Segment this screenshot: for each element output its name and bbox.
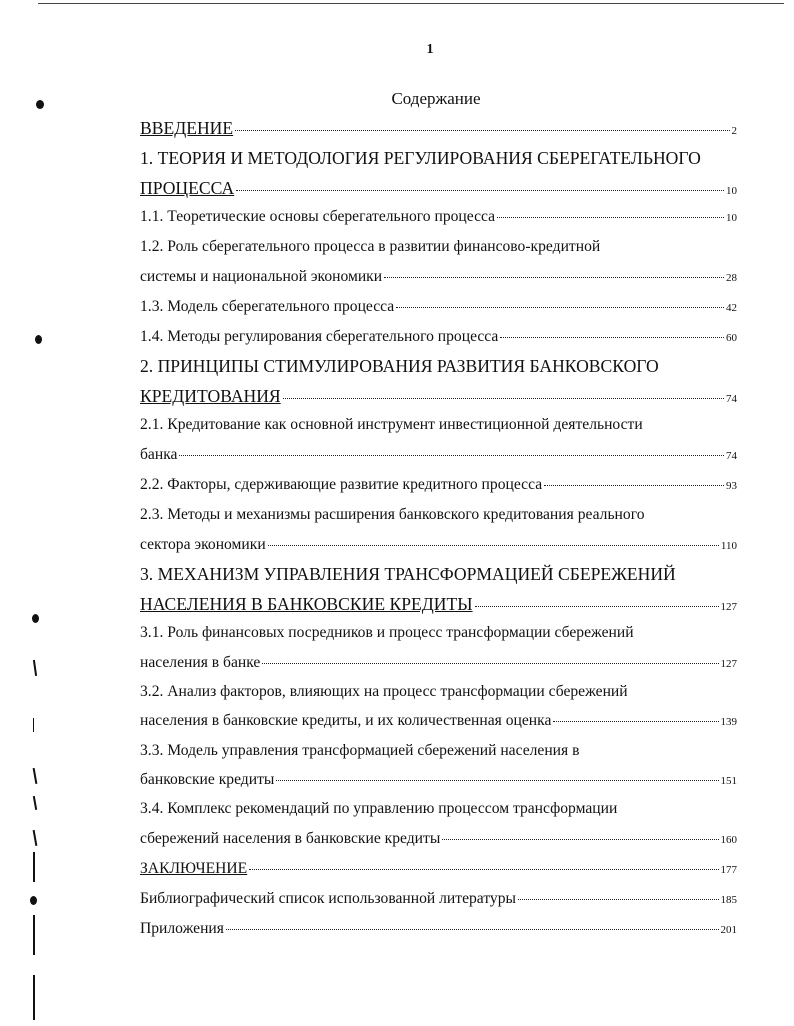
scan-edge-mark bbox=[33, 768, 37, 784]
toc-section-2-3[interactable] bbox=[140, 536, 737, 554]
toc-section-3-3-line1[interactable]: 3.3. Модель управления трансформацией сбережений населения в bbox=[140, 742, 580, 759]
toc-page-number: 177 bbox=[720, 864, 737, 876]
toc-section-1-1[interactable] bbox=[140, 208, 737, 226]
toc-leader-dots bbox=[544, 484, 724, 486]
scan-edge-mark bbox=[33, 975, 35, 1020]
toc-entry-title: 1.4. Методы регулирования сберегательного процесса bbox=[140, 328, 499, 345]
toc-leader-dots bbox=[262, 662, 718, 664]
toc-leader-dots bbox=[384, 276, 724, 278]
toc-leader-dots bbox=[179, 454, 724, 456]
toc-entry-title: системы и национальной экономики bbox=[140, 268, 383, 285]
toc-section-1-2-line1[interactable]: 1.2. Роль сберегательного процесса в развитии финансово-кредитной bbox=[140, 238, 601, 255]
scan-edge-mark bbox=[33, 796, 37, 810]
toc-entry-title: КРЕДИТОВАНИЯ bbox=[140, 386, 281, 406]
toc-leader-dots bbox=[475, 605, 719, 607]
scan-edge-mark bbox=[33, 915, 35, 955]
page-title: Содержание bbox=[391, 89, 481, 108]
toc-leader-dots bbox=[236, 189, 724, 191]
toc-entry-title: банковские кредиты bbox=[140, 771, 275, 788]
toc-leader-dots bbox=[500, 336, 724, 338]
toc-section-3-1-line1[interactable]: 3.1. Роль финансовых посредников и процесс трансформации сбережений bbox=[140, 624, 634, 641]
toc-leader-dots bbox=[497, 216, 724, 218]
toc-chapter-3[interactable] bbox=[140, 594, 737, 615]
scan-hole-mark bbox=[36, 100, 44, 109]
toc-page-number: 127 bbox=[720, 658, 737, 670]
toc-page-number: 10 bbox=[726, 212, 737, 224]
toc-chapter-2-line1[interactable]: 2. ПРИНЦИПЫ СТИМУЛИРОВАНИЯ РАЗВИТИЯ БАНКОВСКОГО bbox=[140, 356, 659, 376]
toc-entry-title: сбережений населения в банковские кредиты bbox=[140, 830, 441, 847]
scan-edge-mark bbox=[33, 718, 34, 732]
toc-page-number: 185 bbox=[720, 894, 737, 906]
scan-top-border bbox=[38, 3, 784, 4]
toc-entry-title: 2.2. Факторы, сдерживающие развитие кредитного процесса bbox=[140, 476, 543, 493]
scan-hole-mark bbox=[32, 614, 39, 623]
toc-entry-title: ПРОЦЕССА bbox=[140, 178, 235, 198]
toc-leader-dots bbox=[553, 720, 718, 722]
toc-entry-title: ВВЕДЕНИЕ bbox=[140, 118, 234, 138]
toc-page-number: 93 bbox=[726, 480, 737, 492]
toc-page-number: 2 bbox=[731, 125, 737, 137]
toc-page-number: 201 bbox=[720, 924, 737, 936]
toc-entry-title: Приложения bbox=[140, 920, 224, 937]
toc-chapter-1[interactable] bbox=[140, 178, 737, 199]
toc-chapter-2[interactable] bbox=[140, 386, 737, 407]
toc-page-number: 74 bbox=[726, 450, 737, 462]
toc-section-3-3[interactable] bbox=[140, 771, 737, 789]
toc-section-3-4[interactable] bbox=[140, 830, 737, 848]
toc-section-3-2-line1[interactable]: 3.2. Анализ факторов, влияющих на процесс трансформации сбережений bbox=[140, 683, 628, 700]
toc-entry-title: ЗАКЛЮЧЕНИЕ bbox=[140, 860, 248, 877]
toc-page-number: 110 bbox=[720, 540, 737, 552]
toc-page-number: 74 bbox=[726, 393, 737, 405]
toc-section-2-2[interactable] bbox=[140, 476, 737, 494]
toc-section-1-2[interactable] bbox=[140, 268, 737, 286]
scan-hole-mark bbox=[35, 335, 42, 344]
toc-entry-title: населения в банке bbox=[140, 654, 261, 671]
toc-leader-dots bbox=[249, 868, 718, 870]
toc-entry-title: 1.1. Теоретические основы сберегательного процесса bbox=[140, 208, 496, 225]
toc-entry-title: НАСЕЛЕНИЯ В БАНКОВСКИЕ КРЕДИТЫ bbox=[140, 594, 473, 614]
toc-leader-dots bbox=[518, 898, 718, 900]
toc-leader-dots bbox=[283, 397, 724, 399]
toc-page-number: 139 bbox=[720, 716, 737, 728]
toc-section-1-3[interactable] bbox=[140, 298, 737, 316]
toc-entry-intro[interactable] bbox=[140, 118, 737, 139]
toc-conclusion[interactable] bbox=[140, 860, 737, 878]
toc-chapter-3-line1[interactable]: 3. МЕХАНИЗМ УПРАВЛЕНИЯ ТРАНСФОРМАЦИЕЙ СБЕРЕЖЕНИЙ bbox=[140, 564, 676, 584]
toc-bibliography[interactable] bbox=[140, 890, 737, 908]
toc-leader-dots bbox=[226, 928, 719, 930]
toc-section-3-4-line1[interactable]: 3.4. Комплекс рекомендаций по управлению процессом трансформации bbox=[140, 800, 618, 817]
toc-page-number: 10 bbox=[726, 185, 737, 197]
toc-chapter-1-line1[interactable]: 1. ТЕОРИЯ И МЕТОДОЛОГИЯ РЕГУЛИРОВАНИЯ СБЕРЕГАТЕЛЬНОГО bbox=[140, 148, 701, 168]
scan-edge-mark bbox=[33, 660, 37, 676]
toc-page-number: 160 bbox=[720, 834, 737, 846]
toc-section-3-2[interactable] bbox=[140, 712, 737, 730]
toc-entry-title: 1.3. Модель сберегательного процесса bbox=[140, 298, 395, 315]
scan-hole-mark bbox=[30, 896, 37, 905]
toc-page-number: 28 bbox=[726, 272, 737, 284]
toc-entry-title: населения в банковские кредиты, и их количественная оценка bbox=[140, 712, 552, 729]
toc-section-2-1-line1[interactable]: 2.1. Кредитование как основной инструмент инвестиционной деятельности bbox=[140, 416, 643, 433]
page-number: 1 bbox=[426, 42, 434, 57]
toc-entry-title: Библиографический список использованной литературы bbox=[140, 890, 517, 907]
toc-leader-dots bbox=[396, 306, 724, 308]
toc-page-number: 60 bbox=[726, 332, 737, 344]
scan-edge-mark bbox=[33, 852, 35, 882]
toc-leader-dots bbox=[442, 838, 718, 840]
toc-section-2-3-line1[interactable]: 2.3. Методы и механизмы расширения банковского кредитования реального bbox=[140, 506, 645, 523]
toc-page-number: 42 bbox=[726, 302, 737, 314]
toc-leader-dots bbox=[268, 544, 719, 546]
toc-section-1-4[interactable] bbox=[140, 328, 737, 346]
toc-entry-title: банка bbox=[140, 446, 178, 463]
scan-edge-mark bbox=[33, 830, 37, 846]
toc-page-number: 151 bbox=[720, 775, 737, 787]
toc-leader-dots bbox=[276, 779, 718, 781]
toc-page-number: 127 bbox=[720, 601, 737, 613]
toc-appendix[interactable] bbox=[140, 920, 737, 938]
toc-entry-title: сектора экономики bbox=[140, 536, 266, 553]
toc-section-3-1[interactable] bbox=[140, 654, 737, 672]
toc-section-2-1[interactable] bbox=[140, 446, 737, 464]
toc-leader-dots bbox=[235, 129, 729, 131]
